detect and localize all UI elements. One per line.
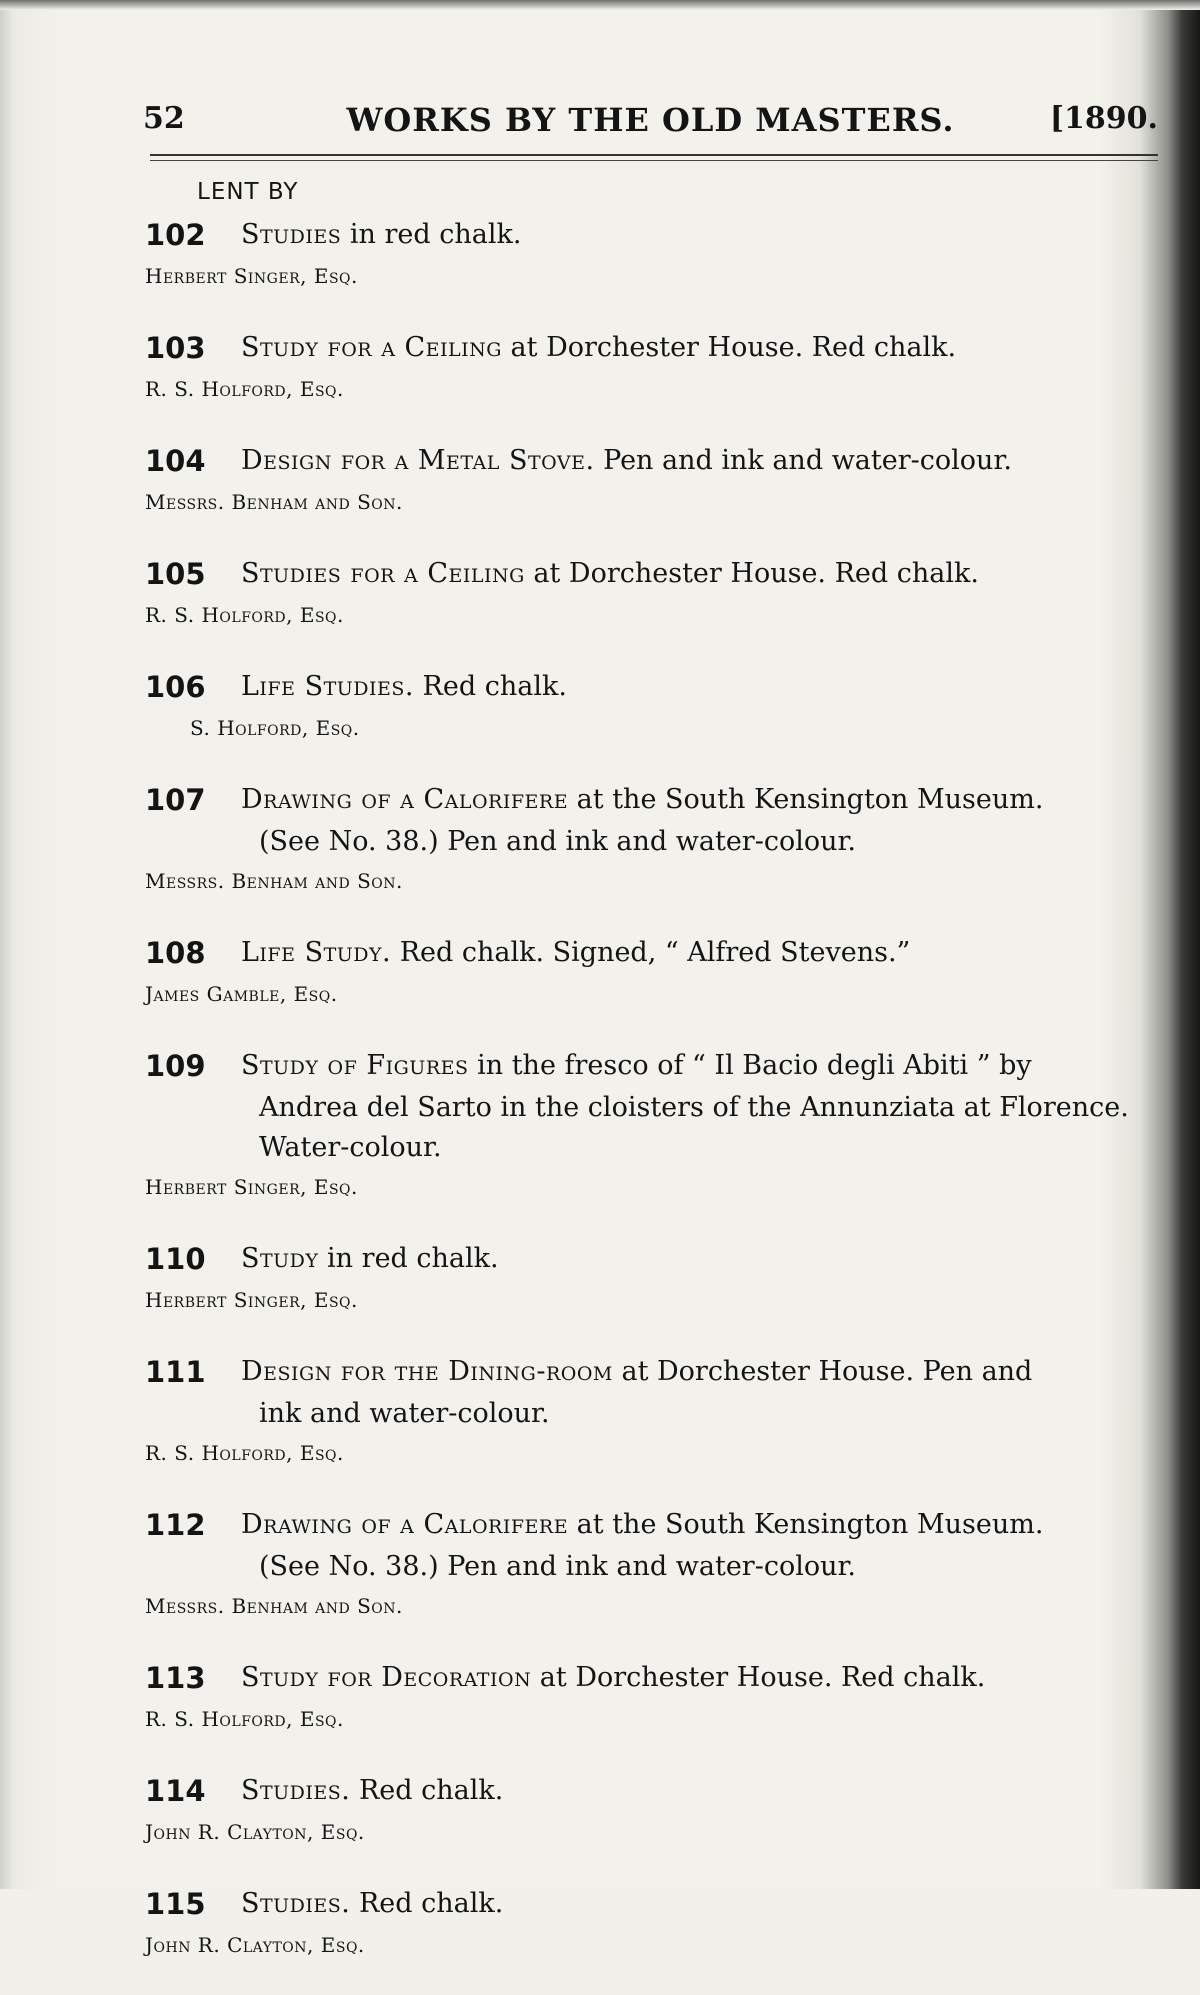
- page-number: 52: [143, 101, 185, 136]
- entry-description-text: Red chalk. Signed, “ Alfred Stevens.”: [391, 937, 911, 968]
- catalogue-entry: [0, 326, 1200, 406]
- entry-title: Studies.: [241, 1888, 351, 1919]
- entry-description-text: in the fresco of “ Il Bacio degli Abiti ” by: [468, 1050, 1032, 1081]
- entry-first-line: [0, 778, 1200, 822]
- entry-description-text: at Dorchester House. Red chalk.: [531, 1662, 986, 1693]
- entry-first-line: [0, 931, 1200, 975]
- entry-description: [241, 1350, 1032, 1394]
- entry-description-text: in red chalk.: [318, 1243, 499, 1274]
- catalogue-entry: [0, 1044, 1200, 1204]
- entry-first-line: [0, 213, 1200, 257]
- entry-number: 106: [145, 670, 206, 704]
- catalogue-entry: [0, 1503, 1200, 1623]
- entry-description: [241, 1769, 503, 1813]
- entry-title: Study: [241, 1243, 319, 1274]
- catalogue-entry: [0, 439, 1200, 519]
- entry-title: Study for a Ceiling: [241, 332, 502, 363]
- header-rule-thin: [150, 160, 1158, 161]
- entry-continuation-line: Andrea del Sarto in the cloisters of the Annunziata at Florence.: [259, 1092, 1129, 1123]
- entry-title: Design for a Metal Stove.: [241, 445, 595, 476]
- entry-description: [241, 213, 521, 257]
- header-year: [1890.: [1049, 101, 1158, 136]
- entry-number: 111: [145, 1355, 206, 1389]
- entry-title: Study of Figures: [241, 1050, 469, 1081]
- entry-description-text: at the South Kensington Museum.: [568, 1509, 1044, 1540]
- entry-description: [241, 1044, 1032, 1088]
- entry-first-line: [0, 1350, 1200, 1394]
- entry-description: [241, 665, 567, 709]
- entry-first-line: [0, 326, 1200, 370]
- entry-description: [241, 552, 979, 596]
- entry-first-line: [0, 1044, 1200, 1088]
- entry-title: Studies.: [241, 1775, 351, 1806]
- entry-number: 112: [145, 1508, 206, 1542]
- entry-description-text: at Dorchester House. Pen and: [612, 1356, 1033, 1387]
- catalogue-entry: [0, 1350, 1200, 1470]
- entry-lender: R. S. Holford, Esq.: [145, 603, 344, 627]
- entry-number: 105: [145, 557, 206, 591]
- entry-title: Studies for a Ceiling: [241, 558, 525, 589]
- catalogue-entry: [0, 665, 1200, 745]
- catalogue-entries: [0, 213, 1200, 1995]
- entry-description: [241, 931, 910, 975]
- running-title: WORKS BY THE OLD MASTERS.: [346, 101, 955, 139]
- catalogue-entry: [0, 213, 1200, 293]
- entry-lender: R. S. Holford, Esq.: [145, 1441, 344, 1465]
- entry-number: 113: [145, 1661, 206, 1695]
- entry-description-text: Red chalk.: [350, 1775, 504, 1806]
- entry-lender: Herbert Singer, Esq.: [145, 1288, 358, 1312]
- entry-title: Design for the Dining-room: [241, 1356, 613, 1387]
- entry-title: Life Studies.: [241, 671, 414, 702]
- entry-continuation-line: ink and water-colour.: [259, 1398, 550, 1429]
- entry-number: 108: [145, 936, 206, 970]
- entry-number: 103: [145, 331, 206, 365]
- entry-lender: R. S. Holford, Esq.: [145, 377, 344, 401]
- catalogue-entry: [0, 552, 1200, 632]
- entry-lender: Herbert Singer, Esq.: [145, 264, 358, 288]
- entry-description-text: at the South Kensington Museum.: [568, 784, 1044, 815]
- entry-title: Life Study.: [241, 937, 392, 968]
- entry-first-line: [0, 1769, 1200, 1813]
- entry-description: [241, 778, 1043, 822]
- page-top-edge: [0, 0, 1200, 10]
- running-header: [143, 97, 1158, 143]
- entry-description: [241, 326, 956, 370]
- entry-first-line: [0, 439, 1200, 483]
- entry-continuation-line: (See No. 38.) Pen and ink and water-colour.: [259, 826, 857, 857]
- catalogue-entry: [0, 778, 1200, 898]
- entry-lender: Messrs. Benham and Son.: [145, 869, 403, 893]
- entry-number: 110: [145, 1242, 206, 1276]
- entry-first-line: [0, 1503, 1200, 1547]
- entry-lender: S. Holford, Esq.: [190, 716, 360, 740]
- entry-title: Drawing of a Calorifere: [241, 1509, 569, 1540]
- entry-description-text: at Dorchester House. Red chalk.: [524, 558, 979, 589]
- entry-continuation-line: (See No. 38.) Pen and ink and water-colour.: [259, 1551, 857, 1582]
- entry-first-line: [0, 1237, 1200, 1281]
- entry-number: 107: [145, 783, 206, 817]
- entry-first-line: [0, 1656, 1200, 1700]
- entry-lender: Messrs. Benham and Son.: [145, 490, 403, 514]
- catalogue-entry: [0, 931, 1200, 1011]
- entry-lender: Messrs. Benham and Son.: [145, 1594, 403, 1618]
- entry-number: 109: [145, 1049, 206, 1083]
- entry-description: [241, 1503, 1043, 1547]
- lent-by-label: LENT BY: [197, 179, 299, 205]
- entry-title: Studies: [241, 219, 342, 250]
- entry-description-text: Pen and ink and water-colour.: [594, 445, 1012, 476]
- entry-lender: James Gamble, Esq.: [145, 982, 338, 1006]
- entry-title: Study for Decoration: [241, 1662, 532, 1693]
- entry-description-text: Red chalk.: [413, 671, 567, 702]
- entry-number: 114: [145, 1774, 206, 1808]
- catalogue-entry: [0, 1882, 1200, 1962]
- catalogue-entry: [0, 1656, 1200, 1736]
- entry-number: 102: [145, 218, 206, 252]
- entry-description: [241, 1656, 985, 1700]
- entry-lender: Herbert Singer, Esq.: [145, 1175, 358, 1199]
- entry-continuation-line: Water-colour.: [259, 1132, 442, 1163]
- entry-description: [241, 1237, 499, 1281]
- entry-first-line: [0, 665, 1200, 709]
- catalogue-entry: [0, 1769, 1200, 1849]
- entry-number: 104: [145, 444, 206, 478]
- entry-lender: R. S. Holford, Esq.: [145, 1707, 344, 1731]
- header-rule-thick: [150, 154, 1158, 156]
- entry-first-line: [0, 552, 1200, 596]
- entry-lender: John R. Clayton, Esq.: [145, 1933, 365, 1957]
- catalogue-entry: [0, 1237, 1200, 1317]
- entry-description: [241, 439, 1012, 483]
- entry-number: 115: [145, 1887, 206, 1921]
- entry-description-text: Red chalk.: [350, 1888, 504, 1919]
- entry-title: Drawing of a Calorifere: [241, 784, 569, 815]
- entry-description-text: in red chalk.: [341, 219, 522, 250]
- entry-lender: John R. Clayton, Esq.: [145, 1820, 365, 1844]
- entry-description-text: at Dorchester House. Red chalk.: [501, 332, 957, 363]
